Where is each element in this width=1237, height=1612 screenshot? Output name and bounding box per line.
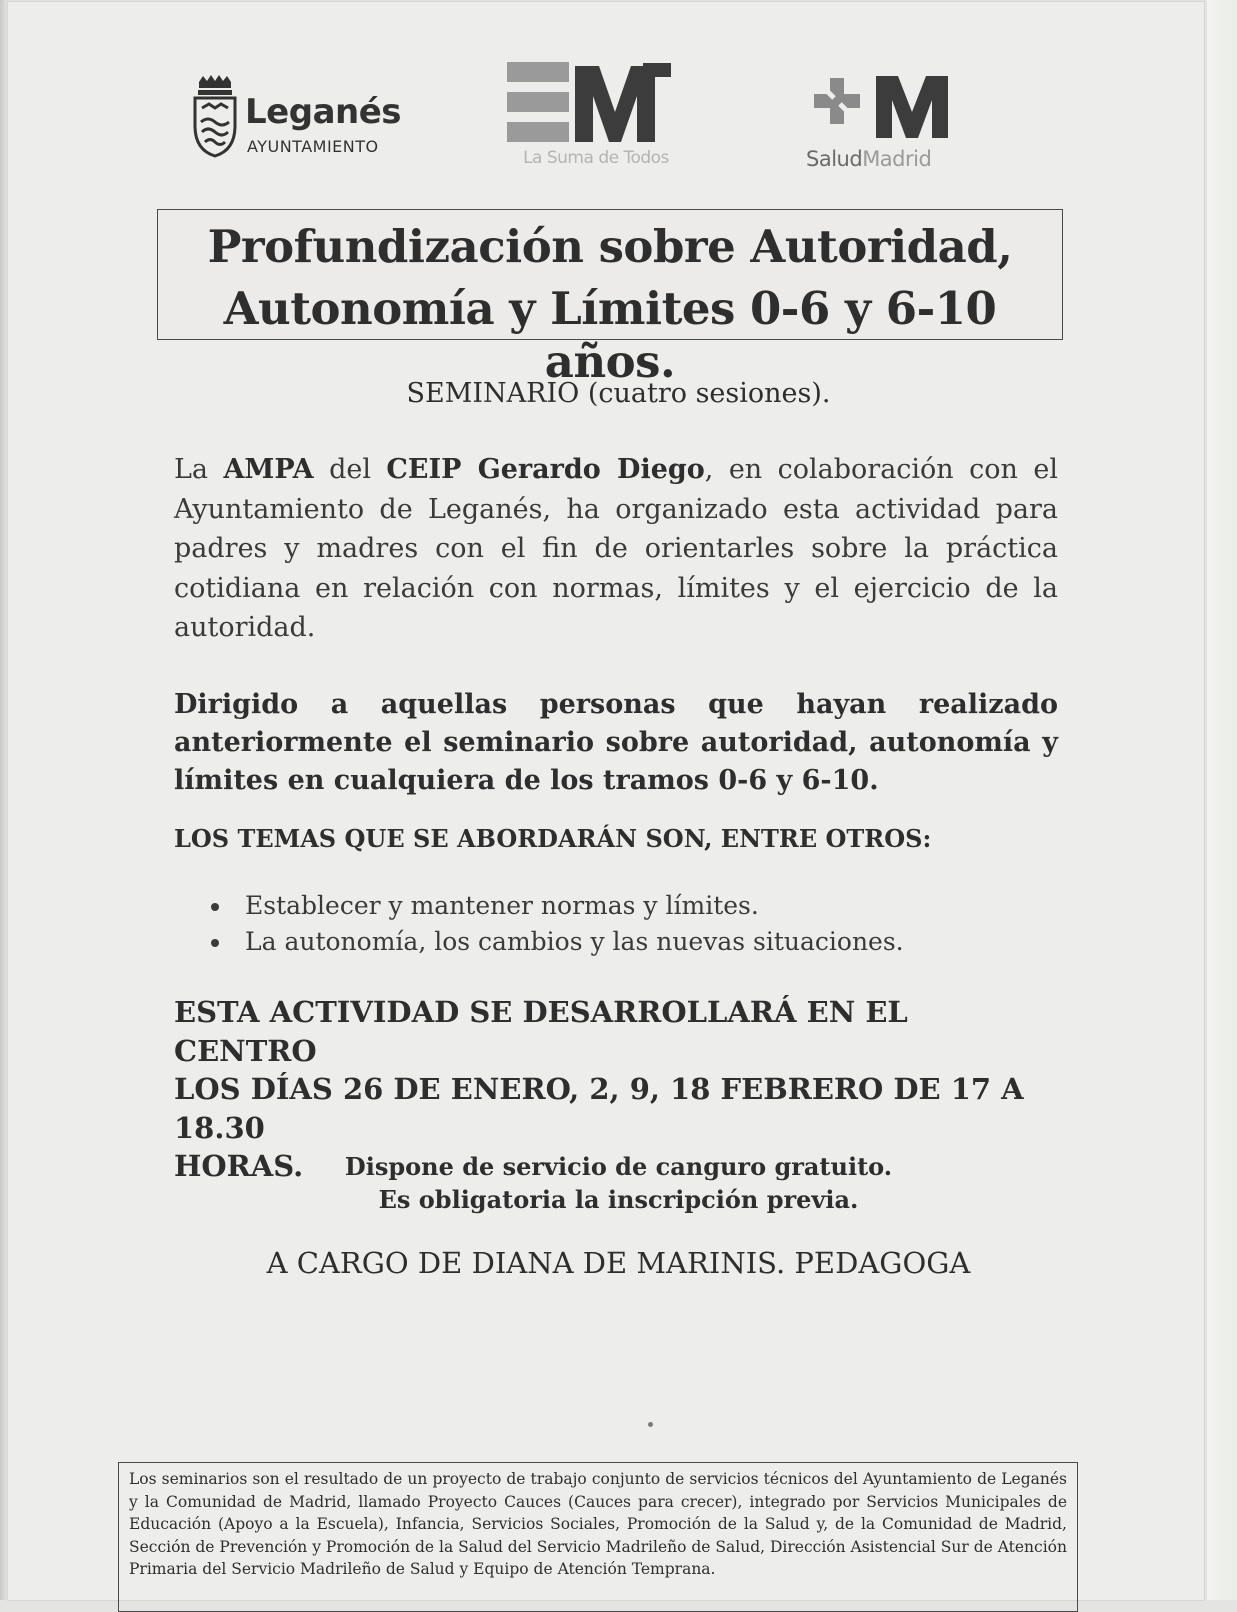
- salud-caption-b: Madrid: [862, 147, 932, 171]
- intro-paragraph: [174, 450, 1058, 648]
- list-item: [205, 888, 904, 924]
- bullet-icon: [211, 939, 219, 947]
- salud-caption-a: Salud: [806, 147, 863, 171]
- registration-line: Es obligatoria la inscripción previa.: [378, 1185, 859, 1214]
- title-line-2: Autonomía y Límites 0-6 y 6-10 años.: [223, 282, 997, 388]
- leganes-shield-icon: [193, 74, 237, 160]
- schedule-line-3: HORAS.: [174, 1149, 304, 1183]
- comunidad-madrid-logo: [505, 60, 685, 175]
- salud-madrid-caption: [806, 147, 931, 171]
- leganes-logo: [193, 74, 402, 160]
- seminar-subtitle: SEMINARIO (cuatro sesiones).: [406, 378, 831, 409]
- topics-list: [205, 888, 904, 960]
- topics-heading: LOS TEMAS QUE SE ABORDARÁN SON, ENTRE OTROS:: [174, 824, 932, 853]
- leganes-logo-name: Leganés: [245, 92, 402, 132]
- footer-note-box: Los seminarios son el resultado de un proyecto de trabajo conjunto de servicios técnicos del Ayuntamiento de Leganés y la Comunidad de Madrid, llamado Proyecto Cauces (Cauces para crecer), integrado por Servicios Municipales de Educación (Apoyo a la Escuela), Infancia, Servicios Sociales, Promoción de la Salud y, de la Comunidad de Madrid, Sección de Prevención y Promoción de la Salud del Servicio Madrileño de Salud, Dirección Asistencial Sur de Atención Primaria del Servicio Madrileño de Salud y Equipo de Atención Temprana.: [118, 1462, 1078, 1612]
- intro-text-3: , en colaboración con el Ayuntamiento de Leganés, ha organizado esta actividad para padres y madres con el fin de orientarles sobre la práctica cotidiana en relación con normas, límites y el ejercicio de la autoridad.: [174, 454, 1058, 643]
- intro-ceip: CEIP Gerardo Diego: [386, 454, 705, 485]
- bullet-icon: [211, 903, 219, 911]
- childcare-note: [0, 1150, 1237, 1216]
- leganes-logo-subtitle: AYUNTAMIENTO: [247, 137, 379, 156]
- comunidad-madrid-mark-icon: [505, 60, 685, 146]
- salud-madrid-logo: [800, 72, 970, 177]
- comunidad-madrid-caption: La Suma de Todos: [523, 148, 669, 168]
- schedule-line-1: ESTA ACTIVIDAD SE DESARROLLARÁ EN EL CENTRO: [174, 995, 908, 1068]
- title-line-1: Profundización sobre Autoridad,: [207, 220, 1013, 273]
- topic-text: Establecer y mantener normas y límites.: [245, 891, 759, 920]
- title-box: [157, 209, 1063, 388]
- topic-text: La autonomía, los cambios y las nuevas situaciones.: [245, 927, 904, 956]
- schedule-line-2: LOS DÍAS 26 DE ENERO, 2, 9, 18 FEBRERO DE 17 A 18.30: [174, 1072, 1024, 1145]
- target-audience-paragraph: Dirigido a aquellas personas que hayan realizado anteriormente el seminario sobre autoridad, autonomía y límites en cualquiera de los tramos 0-6 y 6-10.: [174, 689, 1058, 796]
- scan-speck: [648, 1422, 653, 1427]
- childcare-line: Dispone de servicio de canguro gratuito.: [344, 1152, 893, 1181]
- intro-text-1: La: [174, 454, 224, 485]
- instructor-line: A CARGO DE DIANA DE MARINIS. PEDAGOGA: [266, 1246, 971, 1280]
- intro-ampa: AMPA: [223, 454, 314, 485]
- scan-right-edge: [1207, 0, 1237, 1600]
- salud-madrid-mark-icon: [800, 72, 970, 142]
- list-item: [205, 924, 904, 960]
- intro-text-2: del: [313, 454, 387, 485]
